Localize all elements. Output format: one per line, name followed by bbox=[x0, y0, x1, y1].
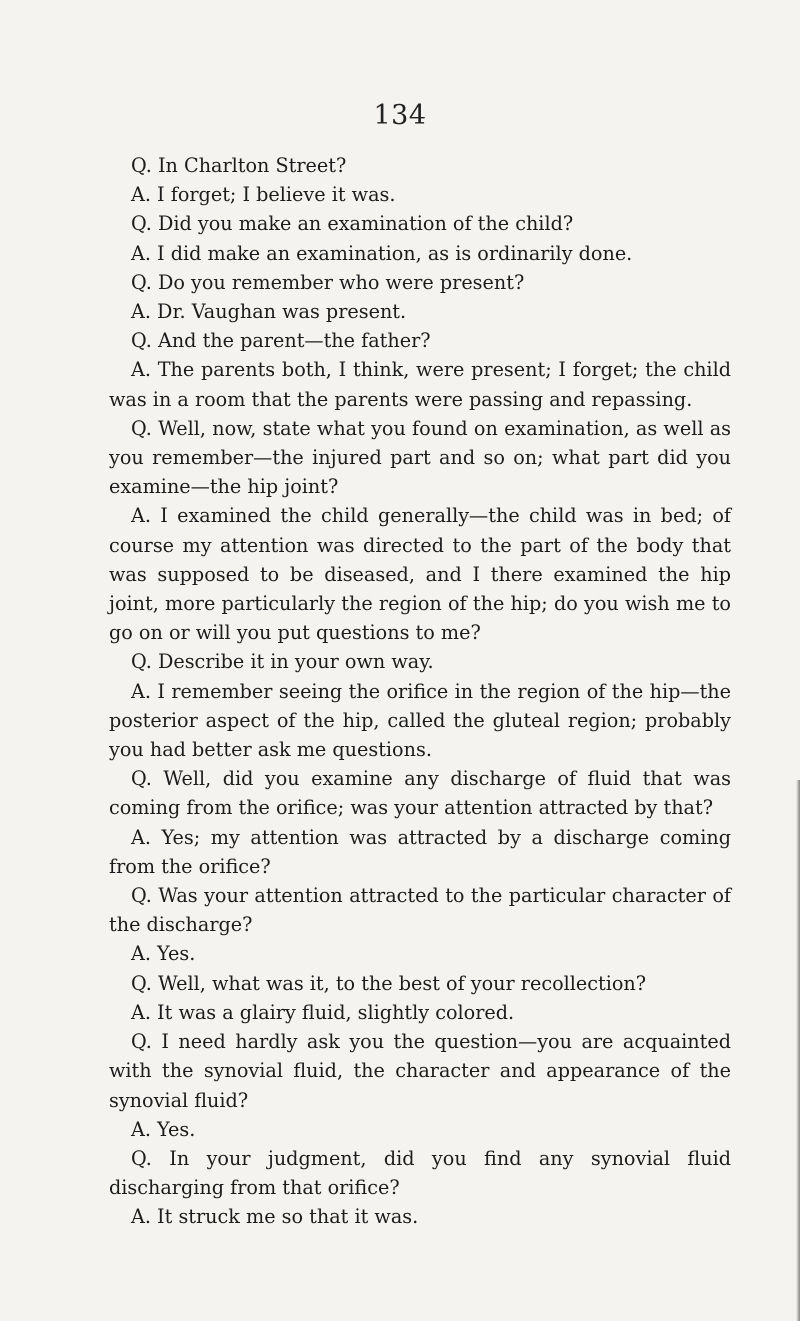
paragraph: Q. Well, now, state what you found on examination, as well as you remember—the injured part and so on; what part did you examine—the hip joint? bbox=[109, 416, 731, 499]
paragraph: Q. And the parent—the father? bbox=[131, 329, 431, 353]
paragraph: A. I examined the child generally—the child was in bed; of course my attention was directed to the part of the body that was supposed to be diseased, and I there examined the hip joint, more particularly the region of the hip; do you wish me to go on or will you put questions to me? bbox=[109, 504, 731, 645]
paragraph: Q. Did you make an examination of the child? bbox=[131, 212, 574, 236]
paragraph: A. Yes. bbox=[131, 942, 196, 966]
paragraph: A. Dr. Vaughan was present. bbox=[131, 300, 407, 324]
paragraph: A. Yes. bbox=[131, 1117, 196, 1141]
paragraph: Q. In Charlton Street? bbox=[131, 154, 347, 177]
testimony-text bbox=[109, 151, 731, 1232]
paragraph: A. I did make an examination, as is ordinarily done. bbox=[131, 241, 633, 265]
paragraph: Q. In your judgment, did you find any synovial fluid discharging from that orifice? bbox=[109, 1146, 731, 1200]
paragraph: A. It struck me so that it was. bbox=[131, 1205, 419, 1229]
binding-shadow bbox=[796, 780, 800, 1321]
paragraph: A. The parents both, I think, were present; I forget; the child was in a room that the parents were passing and repassing. bbox=[109, 358, 731, 411]
paragraph: A. I remember seeing the orifice in the region of the hip—the posterior aspect of the hip, called the gluteal region; probably you had better ask me questions. bbox=[109, 679, 731, 762]
paragraph: A. It was a glairy fluid, slightly colored. bbox=[131, 1000, 515, 1024]
page-number: 134 bbox=[373, 100, 427, 131]
paragraph: Q. I need hardly ask you the question—you are acquainted with the synovial fluid, the character and appearance of the synovial fluid? bbox=[109, 1030, 731, 1112]
paragraph: A. Yes; my attention was attracted by a discharge coming from the orifice? bbox=[109, 825, 731, 878]
paragraph: Q. Describe it in your own way. bbox=[131, 650, 434, 674]
paragraph: Q. Well, what was it, to the best of your recollection? bbox=[131, 971, 647, 995]
paragraph: Q. Do you remember who were present? bbox=[131, 270, 525, 294]
paragraph: Q. Was your attention attracted to the particular character of the discharge? bbox=[109, 884, 731, 937]
paragraph: Q. Well, did you examine any discharge of fluid that was coming from the orifice; was your attention attracted by that? bbox=[109, 767, 731, 820]
paragraph: A. I forget; I believe it was. bbox=[131, 183, 396, 207]
